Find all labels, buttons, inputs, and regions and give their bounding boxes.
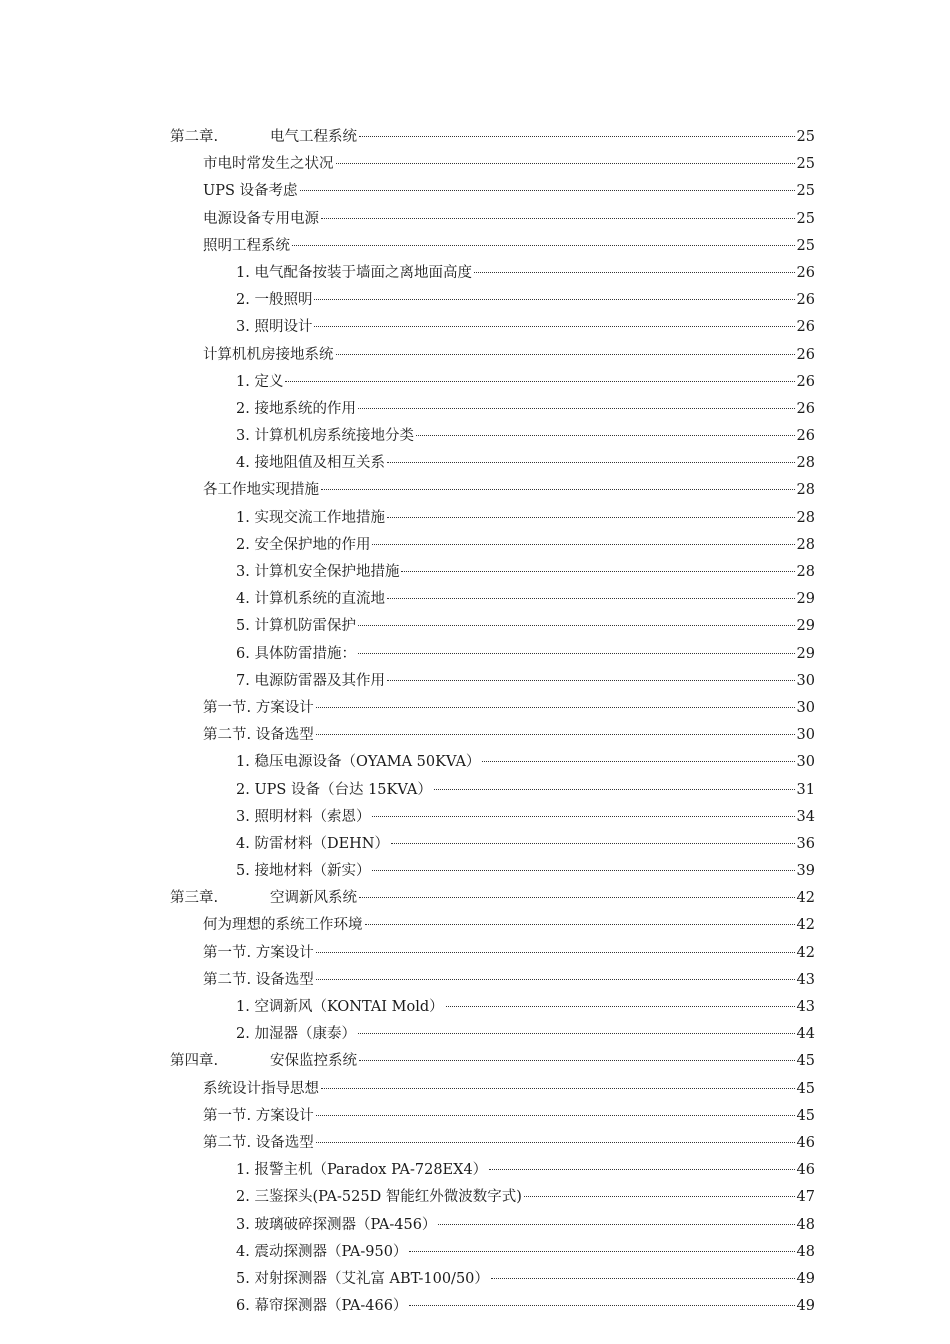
toc-entry-text: 7. 电源防雷器及其作用	[236, 672, 385, 689]
toc-dot-leader	[358, 1033, 795, 1034]
toc-entry-title	[236, 450, 385, 477]
toc-page-number: 48	[796, 1216, 815, 1233]
toc-entry[interactable]	[170, 940, 815, 967]
toc-entry[interactable]	[170, 1157, 815, 1184]
toc-entry[interactable]	[170, 369, 815, 396]
toc-dot-leader	[372, 544, 794, 545]
toc-entry-title	[236, 641, 356, 668]
toc-entry-title	[203, 967, 314, 994]
toc-page-number: 30	[796, 727, 815, 744]
toc-page-number: 30	[796, 699, 815, 716]
toc-dot-leader	[372, 870, 794, 871]
toc-entry[interactable]	[170, 233, 815, 260]
toc-page-number: 28	[796, 564, 815, 580]
toc-entry-text: 1. 稳压电源设备（OYAMA 50KVA）	[236, 754, 481, 771]
toc-entry[interactable]	[170, 641, 815, 668]
toc-entry-title	[236, 1157, 487, 1184]
toc-entry-text: 第一节. 方案设计	[203, 699, 314, 716]
toc-dot-leader	[316, 707, 795, 708]
toc-entry[interactable]	[170, 342, 815, 369]
toc-page-number: 25	[796, 129, 815, 145]
toc-entry[interactable]	[170, 206, 815, 233]
toc-page-number: 28	[796, 455, 815, 472]
toc-entry[interactable]	[170, 260, 815, 287]
toc-entry-text: 安保监控系统	[270, 1053, 357, 1070]
toc-dot-leader	[359, 1060, 795, 1061]
toc-entry[interactable]	[170, 613, 815, 640]
toc-entry-text: 5. 对射探测器（艾礼富 ABT-100/50）	[236, 1270, 489, 1287]
toc-page-number: 26	[796, 373, 815, 390]
toc-chapter-number: 第二章.	[170, 129, 219, 145]
toc-entry[interactable]	[170, 994, 815, 1021]
toc-entry-title	[170, 885, 357, 912]
toc-entry-text: 1. 实现交流工作地措施	[236, 509, 385, 526]
toc-entry-title	[170, 1048, 357, 1075]
toc-entry-text: 市电时常发生之状况	[203, 156, 334, 173]
toc-page-number: 28	[796, 482, 815, 499]
toc-entry-text: 系统设计指导思想	[203, 1080, 319, 1097]
toc-entry-text: 3. 照明材料（索恩）	[236, 808, 371, 825]
toc-entry[interactable]	[170, 749, 815, 776]
toc-page-number: 25	[796, 237, 815, 254]
toc-entry-text: 6. 幕帘探测器（PA-466）	[236, 1298, 408, 1315]
toc-entry-title	[203, 477, 319, 504]
toc-entry-text: 何为理想的系统工作环境	[203, 917, 363, 934]
toc-dot-leader	[316, 979, 795, 980]
toc-entry-title	[236, 314, 312, 341]
toc-entry-text: 2. 接地系统的作用	[236, 400, 356, 417]
toc-dot-leader	[372, 816, 794, 817]
toc-entry-text: 3. 计算机安全保护地措施	[236, 564, 400, 580]
toc-page-number: 29	[796, 618, 815, 635]
toc-page-number: 25	[796, 210, 815, 227]
toc-dot-leader	[416, 435, 795, 436]
toc-chapter-entry[interactable]	[170, 1048, 815, 1075]
toc-page-number: 28	[796, 536, 815, 553]
toc-entry-title	[236, 1021, 356, 1048]
toc-page-number: 43	[796, 999, 815, 1015]
toc-entry-text: 第一节. 方案设计	[203, 1107, 314, 1124]
toc-page-number: 26	[796, 400, 815, 417]
toc-dot-leader	[491, 1278, 795, 1279]
toc-entry-title	[203, 722, 314, 749]
toc-entry-text: 3. 玻璃破碎探测器（PA-456）	[236, 1216, 437, 1233]
toc-page-number: 44	[796, 1026, 815, 1043]
toc-entry-title	[236, 994, 444, 1021]
toc-dot-leader	[359, 136, 795, 137]
toc-entry[interactable]	[170, 532, 815, 559]
toc-entry-text: 2. 安全保护地的作用	[236, 536, 371, 553]
toc-dot-leader	[300, 190, 795, 191]
toc-dot-leader	[365, 924, 795, 925]
toc-entry-text: 3. 照明设计	[236, 319, 313, 336]
toc-entry[interactable]	[170, 1293, 815, 1320]
toc-dot-leader	[336, 163, 795, 164]
toc-entry-text: 2. 一般照明	[236, 292, 313, 309]
toc-entry-text: 1. 定义	[236, 373, 284, 390]
toc-entry[interactable]	[170, 777, 815, 804]
toc-entry-text: 第二节. 设备选型	[203, 1134, 314, 1151]
toc-dot-leader	[314, 299, 794, 300]
toc-entry-text: 第一节. 方案设计	[203, 944, 314, 961]
toc-entry-title	[203, 151, 334, 178]
toc-entry[interactable]	[170, 1076, 815, 1103]
toc-entry-title	[236, 831, 389, 858]
toc-entry[interactable]	[170, 151, 815, 178]
toc-dot-leader	[391, 843, 795, 844]
toc-entry[interactable]	[170, 423, 815, 450]
toc-page-number: 46	[796, 1134, 815, 1151]
toc-dot-leader	[409, 1305, 794, 1306]
toc-entry-title	[236, 423, 414, 450]
toc-page-number: 26	[796, 346, 815, 363]
toc-entry-title	[236, 369, 283, 396]
toc-dot-leader	[316, 1142, 795, 1143]
toc-entry[interactable]	[170, 804, 815, 831]
toc-dot-leader	[409, 1251, 794, 1252]
toc-entry[interactable]	[170, 912, 815, 939]
toc-page-number: 34	[796, 808, 815, 825]
toc-dot-leader	[321, 218, 795, 219]
toc-entry[interactable]	[170, 314, 815, 341]
toc-page-number: 26	[796, 428, 815, 445]
toc-entry[interactable]	[170, 559, 815, 586]
toc-dot-leader	[387, 598, 795, 599]
toc-entry-text: 4. 计算机系统的直流地	[236, 591, 385, 608]
toc-entry-title	[236, 1266, 489, 1293]
toc-dot-leader	[321, 1088, 795, 1089]
toc-entry-text: 电气工程系统	[270, 129, 357, 145]
toc-entry-title	[203, 1103, 314, 1130]
toc-entry-text: 电源设备专用电源	[203, 210, 319, 227]
toc-entry-title	[236, 749, 480, 776]
toc-entry-text: 4. 震动探测器（PA-950）	[236, 1243, 408, 1260]
toc-dot-leader	[358, 653, 795, 654]
toc-dot-leader	[438, 1224, 794, 1225]
toc-page-number: 26	[796, 264, 815, 281]
toc-entry-title	[236, 668, 385, 695]
toc-entry-title	[236, 505, 385, 532]
toc-dot-leader	[314, 326, 794, 327]
toc-entry[interactable]	[170, 178, 815, 205]
toc-entry-title	[236, 586, 385, 613]
toc-dot-leader	[321, 489, 795, 490]
toc-entry-title	[236, 559, 399, 586]
toc-entry-text: 6. 具体防雷措施：	[236, 645, 356, 662]
toc-dot-leader	[434, 789, 795, 790]
toc-entry[interactable]	[170, 450, 815, 477]
toc-dot-leader	[285, 381, 794, 382]
toc-entry-title	[203, 1076, 319, 1103]
toc-entry-text: 1. 空调新风（KONTAI Mold）	[236, 999, 444, 1015]
toc-dot-leader	[446, 1006, 795, 1007]
toc-dot-leader	[316, 734, 795, 735]
toc-entry-text: 各工作地实现措施	[203, 482, 319, 499]
toc-entry-title	[203, 695, 314, 722]
toc-dot-leader	[358, 408, 795, 409]
toc-entry-title	[203, 912, 363, 939]
toc-dot-leader	[387, 462, 795, 463]
toc-entry[interactable]	[170, 668, 815, 695]
toc-entry-title	[236, 532, 370, 559]
toc-page-number: 26	[796, 292, 815, 309]
toc-entry-text: 第二节. 设备选型	[203, 971, 314, 988]
toc-entry-title	[236, 396, 356, 423]
toc-entry[interactable]	[170, 1184, 815, 1211]
toc-page-number: 45	[796, 1080, 815, 1097]
toc-entry-title	[236, 858, 370, 885]
toc-page-number: 31	[796, 781, 815, 798]
toc-entry[interactable]	[170, 586, 815, 613]
toc-entry[interactable]	[170, 1266, 815, 1293]
toc-page-number: 49	[796, 1270, 815, 1287]
toc-entry[interactable]	[170, 477, 815, 504]
toc-dot-leader	[482, 761, 794, 762]
toc-dot-leader	[489, 1169, 794, 1170]
toc-entry[interactable]	[170, 1212, 815, 1239]
toc-entry-text: 5. 接地材料（新实）	[236, 863, 371, 880]
toc-entry[interactable]	[170, 1239, 815, 1266]
toc-entry-text: 2. 加湿器（康泰）	[236, 1026, 356, 1043]
toc-entry-title	[203, 342, 334, 369]
toc-entry-title	[236, 1212, 436, 1239]
toc-dot-leader	[387, 680, 795, 681]
toc-entry-text: 第二节. 设备选型	[203, 727, 314, 744]
toc-chapter-number: 第三章.	[170, 890, 219, 907]
toc-entry[interactable]	[170, 858, 815, 885]
toc-page-number: 28	[796, 509, 815, 526]
toc-page-number: 42	[796, 890, 815, 907]
toc-entry-title	[203, 178, 298, 205]
toc-dot-leader	[387, 517, 795, 518]
toc-dot-leader	[401, 571, 794, 572]
toc-entry-text: 5. 计算机防雷保护	[236, 618, 356, 635]
toc-entry-title	[203, 233, 290, 260]
toc-dot-leader	[292, 245, 795, 246]
toc-entry[interactable]	[170, 1130, 815, 1157]
toc-entry-text: 空调新风系统	[270, 890, 357, 907]
toc-entry-title	[170, 124, 357, 151]
toc-entry-text: 1. 报警主机（Paradox PA-728EX4）	[236, 1162, 488, 1179]
toc-dot-leader	[358, 625, 795, 626]
toc-page-number: 25	[796, 183, 815, 200]
toc-dot-leader	[336, 354, 795, 355]
toc-page-number: 30	[796, 672, 815, 689]
toc-page-number: 45	[796, 1107, 815, 1124]
toc-entry-text: 照明工程系统	[203, 237, 290, 254]
toc-page-number: 45	[796, 1053, 815, 1070]
toc-page-number: 46	[796, 1162, 815, 1179]
toc-entry[interactable]	[170, 722, 815, 749]
toc-entry-text: UPS 设备考虑	[203, 183, 298, 200]
toc-page-number: 43	[796, 971, 815, 988]
toc-entry[interactable]	[170, 1021, 815, 1048]
toc-entry-text: 2. UPS 设备（台达 15KVA）	[236, 781, 432, 798]
toc-page-number: 36	[796, 835, 815, 852]
toc-page-number: 26	[796, 319, 815, 336]
toc-dot-leader	[524, 1196, 795, 1197]
toc-page-number: 30	[796, 754, 815, 771]
toc-entry-title	[236, 1293, 407, 1320]
toc-page-number: 42	[796, 917, 815, 934]
toc-page-number: 29	[796, 645, 815, 662]
toc-entry-title	[236, 804, 370, 831]
toc-dot-leader	[316, 1115, 795, 1116]
toc-entry-title	[236, 1184, 522, 1211]
toc-entry[interactable]	[170, 967, 815, 994]
toc-entry[interactable]	[170, 505, 815, 532]
toc-page-number: 39	[796, 863, 815, 880]
toc-entry[interactable]	[170, 396, 815, 423]
toc-entry[interactable]	[170, 695, 815, 722]
toc-chapter-entry[interactable]	[170, 124, 815, 151]
toc-entry-text: 3. 计算机机房系统接地分类	[236, 428, 414, 445]
toc-entry-title	[203, 940, 314, 967]
toc-page-number: 42	[796, 944, 815, 961]
toc-page-number: 49	[796, 1298, 815, 1315]
toc-dot-leader	[474, 272, 795, 273]
toc-entry-title	[236, 777, 432, 804]
toc-dot-leader	[316, 952, 795, 953]
toc-page-number: 48	[796, 1243, 815, 1260]
toc-entry[interactable]	[170, 1103, 815, 1130]
toc-entry-text: 计算机机房接地系统	[203, 346, 334, 363]
toc-page-number: 29	[796, 591, 815, 608]
toc-entry[interactable]	[170, 287, 815, 314]
toc-entry-title	[236, 260, 472, 287]
toc-entry-text: 1. 电气配备按装于墙面之离地面高度	[236, 264, 472, 281]
toc-page-number: 47	[796, 1189, 815, 1206]
toc-entry-title	[236, 287, 312, 314]
toc-entry-text: 2. 三鉴探头(PA-525D 智能红外微波数字式)	[236, 1189, 522, 1206]
toc-entry-title	[236, 1239, 407, 1266]
toc-entry-text: 4. 接地阻值及相互关系	[236, 455, 385, 472]
toc-entry-title	[203, 206, 319, 233]
toc-entry-title	[203, 1130, 314, 1157]
toc-entry[interactable]	[170, 831, 815, 858]
toc-entry-title	[236, 613, 356, 640]
toc-page-number: 25	[796, 156, 815, 173]
toc-chapter-entry[interactable]	[170, 885, 815, 912]
toc-dot-leader	[359, 897, 795, 898]
toc-entry-text: 4. 防雷材料（DEHN）	[236, 835, 389, 852]
toc-chapter-number: 第四章.	[170, 1053, 219, 1070]
table-of-contents	[170, 124, 815, 1320]
